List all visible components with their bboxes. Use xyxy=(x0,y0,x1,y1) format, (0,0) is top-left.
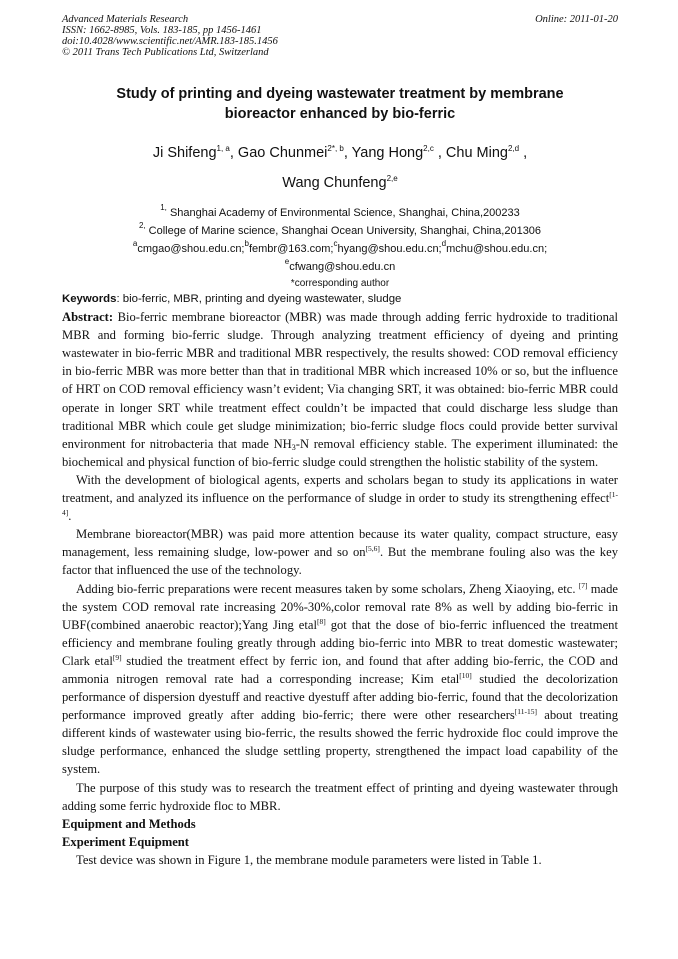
copyright-line: © 2011 Trans Tech Publications Ltd, Switzerland xyxy=(62,47,269,58)
paper-body xyxy=(62,290,618,869)
paragraph-2 xyxy=(62,525,618,579)
author-name: Ji Shifeng xyxy=(152,145,217,161)
online-date: Online: 2011-01-20 xyxy=(535,14,618,25)
abstract-text: -N removal efficiency stable. The experiment illuminated: the biochemical and physical function of bio-ferric sludge could strengthen the holistic stability of the system. xyxy=(62,436,619,469)
citation: [10] xyxy=(459,670,472,680)
paragraph-text: got that the dose of bio-ferric influenced the treatment efficiency and membrane fouling greatly through adding bio-ferric into MBR to treat domestic wastewater; Clark etal xyxy=(62,617,618,668)
author-affiliation-mark: 2*, b xyxy=(327,144,344,153)
email-mark: c xyxy=(333,239,338,248)
citation: [8] xyxy=(316,616,326,626)
journal-header xyxy=(62,14,618,58)
affiliations xyxy=(62,204,618,292)
affiliation-text: College of Marine science, Shanghai Ocean University, Shanghai, China,201306 xyxy=(148,225,542,237)
paragraph-text: Adding bio-ferric preparations were recent measures taken by some scholars, Zheng Xiaoying, etc. xyxy=(76,581,579,596)
email-address: hyang@shou.edu.cn; xyxy=(337,243,442,255)
email-address: cmgao@shou.edu.cn; xyxy=(137,243,245,255)
affiliation-2 xyxy=(62,222,618,240)
keywords-label: Keywords xyxy=(62,293,117,305)
abstract-text: Bio-ferric membrane bioreactor (MBR) was made through adding ferric hydroxide to traditional MBR and forming bio-ferric sludge. Through analyzing treatment efficiency of dyeing and printing wastewater in bio-ferric MBR and traditional MBR respectively, the results showed: COD removal efficiency in bio-ferric MBR was more better than that in traditional MBR which increased 10% or so, but the influence of HRT on COD removal efficiency wasn’t evident; Via changing SRT, it was obtained: bio-ferric MBR could operate in longer SRT while treatment effect couldn’t be impacted that could discharge less sludge than traditional MBR which coule get sludge minimization; bio-ferric sludge flocs could provide better survival environment for nitrobacteria that made NH xyxy=(62,310,618,451)
keywords-text: : bio-ferric, MBR, printing and dyeing wastewater, sludge xyxy=(116,293,402,305)
author-affiliation-mark: 2,c xyxy=(423,144,434,153)
journal-name: Advanced Materials Research xyxy=(62,14,189,25)
author-line-1: Ji Shifeng$^{1, a}$, Gao Chunmei$^{2*, b}$, Yang Hong$^{2,c}$ , Chu Ming$^{2,d}$ , xyxy=(152,144,528,161)
section-heading: Equipment and Methods xyxy=(62,816,196,831)
paragraph-3 xyxy=(62,580,618,779)
doi-line: doi:10.4028/www.scientific.net/AMR.183-185.1456 xyxy=(62,36,278,47)
email-line-2 xyxy=(62,258,618,276)
affiliation-text: Shanghai Academy of Environmental Science, Shanghai, China,200233 xyxy=(169,207,520,219)
subscript: 3 xyxy=(291,442,296,452)
author-name: Wang Chunfeng xyxy=(282,175,387,191)
author-affiliation-mark: 1, a xyxy=(216,144,230,153)
abstract xyxy=(62,308,618,471)
affiliation-1 xyxy=(62,204,618,222)
affiliation-mark: 2, xyxy=(138,221,146,230)
issn-line: ISSN: 1662-8985, Vols. 183-185, pp 1456-1461 xyxy=(62,25,262,36)
paragraph-text: about treating different kinds of wastewater using bio-ferric, the results showed the ferric hydroxide floc could improve the sludge performance, enhanced the sludge settling property, strengthened the impact load capability of the system. xyxy=(62,708,618,777)
citation: [9] xyxy=(112,652,122,662)
paragraph-text: . xyxy=(68,509,72,524)
affiliation-mark: 1, xyxy=(160,203,167,212)
email-address: cfwang@shou.edu.cn xyxy=(289,261,396,273)
author-line-2 xyxy=(62,168,618,198)
paragraph-5: Test device was shown in Figure 1, the membrane module parameters were listed in Table 1. xyxy=(76,852,542,867)
author-name: Chu Ming xyxy=(445,145,508,161)
email-mark: b xyxy=(244,239,249,248)
email-mark: d xyxy=(441,239,447,248)
email-address: mchu@shou.edu.cn; xyxy=(446,243,548,255)
paragraph-text: Membrane bioreactor(MBR) was paid more attention because its water quality, compact structure, easy management, less remaining sludge, low-power and so on xyxy=(62,527,618,560)
citation: [7] xyxy=(578,580,588,590)
subsection-heading: Experiment Equipment xyxy=(62,834,189,849)
paper-title xyxy=(70,84,610,124)
email-mark: a xyxy=(132,239,138,248)
author-name: Gao Chunmei xyxy=(237,145,328,161)
title-line-2: bioreactor enhanced by bio-ferric xyxy=(224,106,456,122)
author-name: Yang Hong xyxy=(351,145,424,161)
paragraph-text: studied the decolorization performance of dispersion dyestuff and reactive dyestuff after adding bio-ferric, found that the decolorization performance improved greatly after adding bio-ferric; there were other researchers xyxy=(62,671,618,723)
keywords xyxy=(62,290,618,308)
paragraph-4: The purpose of this study was to research the treatment effect of printing and dyeing wastewater through adding some ferric hydroxide floc to MBR. xyxy=(62,780,618,813)
paragraph-text: With the development of biological agents, experts and scholars began to study its applications in water treatment, and analyzed its influence on the performance of sludge in order to study its strengthening effect xyxy=(62,472,618,506)
citation: [5,6] xyxy=(365,544,380,554)
abstract-label: Abstract: xyxy=(62,310,114,325)
paragraph-text: studied the treatment effect by ferric ion, and found that after adding bio-ferric, the COD and ammonia nitrogen removal rate had a corresponding increase; Kim etal xyxy=(62,653,618,686)
title-line-1: Study of printing and dyeing wastewater treatment by membrane xyxy=(116,86,564,102)
email-line-1 xyxy=(62,240,618,258)
author-affiliation-mark: 2,d xyxy=(507,144,520,153)
corresponding-author-note: *corresponding author xyxy=(290,278,390,289)
author-affiliation-mark: 2,e xyxy=(386,174,398,183)
email-address: fembr@163.com; xyxy=(248,243,334,255)
paragraph-text: made the system COD removal rate increasing 20%-30%,color removal rate 8% as well by adding bio-ferric in UBF(combined anaerobic reactor);Yang Jing etal xyxy=(62,581,619,632)
citation: [1-4] xyxy=(62,490,618,518)
paragraph-text: . But the membrane fouling also was the key factor that influenced the use of the technology. xyxy=(62,545,618,578)
author-list xyxy=(62,138,618,198)
email-mark: e xyxy=(284,257,290,266)
paragraph-1 xyxy=(62,471,618,525)
citation: [11-15] xyxy=(514,707,538,717)
